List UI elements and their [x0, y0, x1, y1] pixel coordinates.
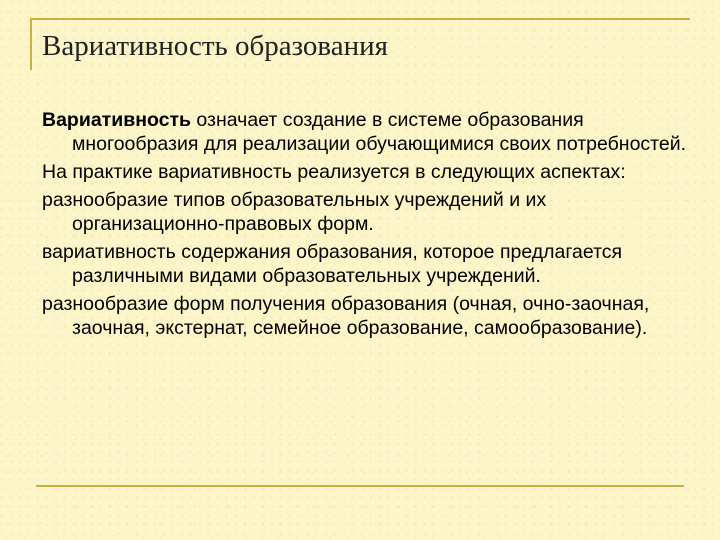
paragraph-aspects-intro [42, 160, 692, 184]
title-frame-top-line [30, 18, 690, 20]
slide-body [42, 108, 692, 340]
paragraph-text: вариативность содержания образования, которое предлагается различными видами образовательных учреждений. [42, 241, 623, 287]
paragraph-aspect-content [42, 240, 692, 288]
paragraph-text: разнообразие типов образовательных учреждений и их организационно-правовых форм. [42, 189, 547, 235]
paragraph-bold-term: Вариативность [42, 109, 192, 131]
paragraph-text: На практике вариативность реализуется в следующих аспектах: [42, 161, 626, 183]
paragraph-text: означает создание в системе образования многообразия для реализации обучающимися своих потребностей. [72, 109, 687, 155]
paragraph-aspect-institutions [42, 188, 692, 236]
paragraph-aspect-forms [42, 292, 692, 340]
slide-title: Вариативность образования [42, 30, 388, 62]
paragraph-definition [42, 108, 692, 156]
title-frame-left-line [30, 18, 32, 70]
paragraph-text: разнообразие форм получения образования (очная, очно-заочная, заочная, экстернат, семейное образование, самообразование). [42, 293, 650, 339]
bottom-divider-line [36, 485, 684, 487]
